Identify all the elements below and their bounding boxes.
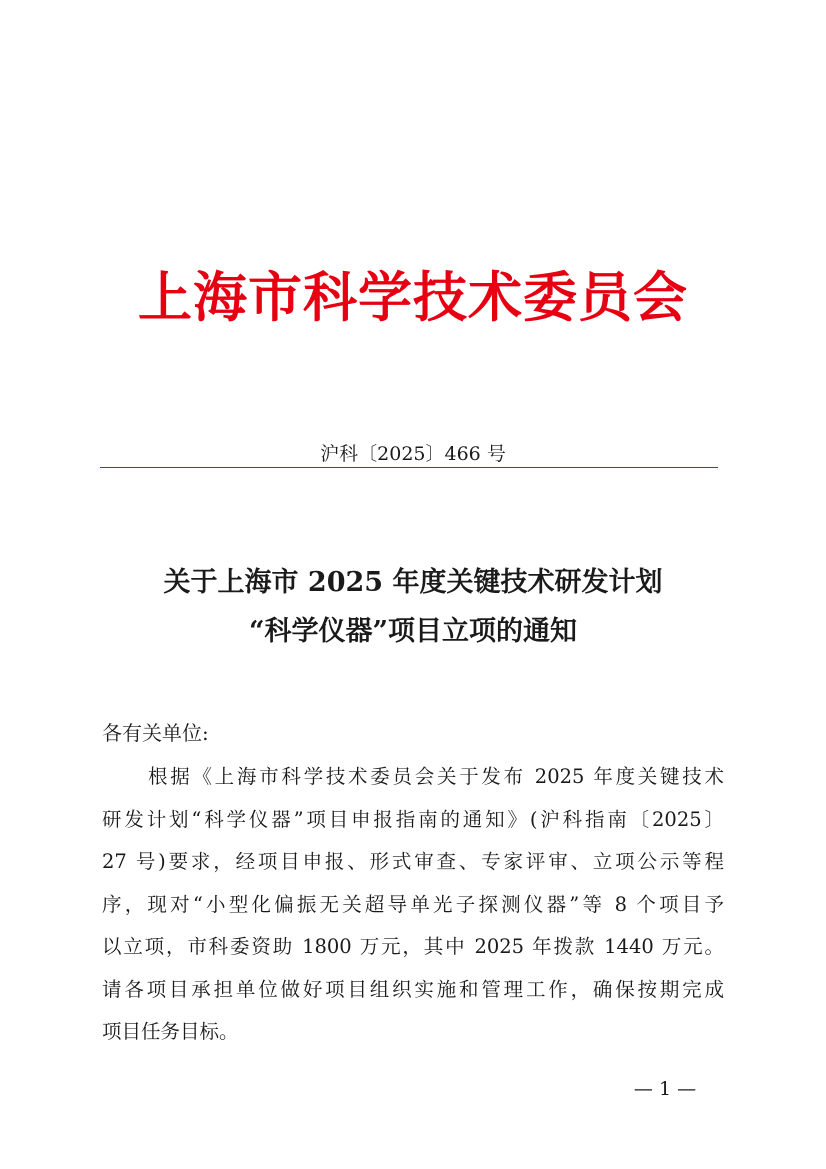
salutation: 各有关单位: <box>102 721 209 745</box>
body-paragraph <box>102 756 724 1054</box>
document-title-line-2: “科学仪器”项目立项的通知 <box>248 616 578 647</box>
document-number: 沪科〔2025〕466 号 <box>320 443 506 465</box>
body-line: 根据《上海市科学技术委员会关于发布 2025 年度关键技术 <box>148 765 724 788</box>
body-line: 请各项目承担单位做好项目组织实施和管理工作，确保按期完成 <box>102 977 724 1001</box>
body-line: 27 号)要求，经项目申报、形式审查、专家评审、立项公示等程 <box>102 850 724 873</box>
body-line: 项目任务目标。 <box>102 1020 239 1043</box>
body-line: 以立项，市科委资助 1800 万元，其中 2025 年拨款 1440 万元。 <box>102 935 724 958</box>
document-title <box>60 558 766 656</box>
page-number: — 1 — <box>633 1078 697 1100</box>
body-line: 序，现对“小型化偏振无关超导单光子探测仪器”等 8 个项目予 <box>102 892 724 916</box>
document-title-line-1: 关于上海市 2025 年度关键技术研发计划 <box>163 567 663 598</box>
issuing-organization-header: 上海市科学技术委员会 <box>138 265 688 329</box>
body-line: 研发计划“科学仪器”项目申报指南的通知》(沪科指南〔2025〕 <box>102 807 724 831</box>
red-divider-line <box>100 467 718 468</box>
